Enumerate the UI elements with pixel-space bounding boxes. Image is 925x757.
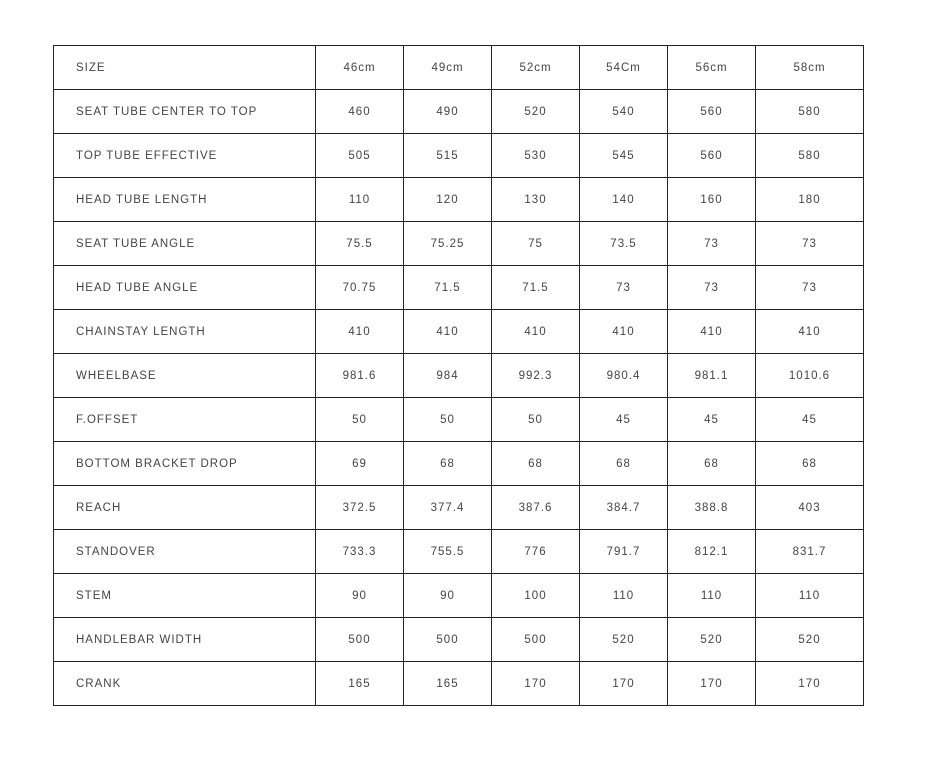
row-value: 110: [316, 178, 404, 222]
row-value: 68: [492, 442, 580, 486]
row-value: 733.3: [316, 530, 404, 574]
row-value: 776: [492, 530, 580, 574]
row-label: SEAT TUBE CENTER TO TOP: [54, 90, 316, 134]
row-label: HANDLEBAR WIDTH: [54, 618, 316, 662]
row-value: 73: [756, 266, 864, 310]
geometry-table: [53, 45, 864, 706]
row-value: 73.5: [580, 222, 668, 266]
size-header-46: 46cm: [316, 46, 404, 90]
row-value: 992.3: [492, 354, 580, 398]
row-value: 388.8: [668, 486, 756, 530]
row-value: 580: [756, 90, 864, 134]
row-value: 170: [756, 662, 864, 706]
table-row: [54, 354, 864, 398]
row-label: TOP TUBE EFFECTIVE: [54, 134, 316, 178]
row-value: 71.5: [492, 266, 580, 310]
row-value: 377.4: [404, 486, 492, 530]
row-value: 372.5: [316, 486, 404, 530]
row-value: 90: [404, 574, 492, 618]
row-label: STANDOVER: [54, 530, 316, 574]
row-value: 1010.6: [756, 354, 864, 398]
row-value: 520: [492, 90, 580, 134]
size-header-56: 56cm: [668, 46, 756, 90]
row-value: 50: [316, 398, 404, 442]
row-value: 180: [756, 178, 864, 222]
size-header-label: SIZE: [54, 46, 316, 90]
geometry-table-body: [54, 46, 864, 706]
row-value: 50: [492, 398, 580, 442]
row-value: 68: [756, 442, 864, 486]
table-row: [54, 662, 864, 706]
row-value: 812.1: [668, 530, 756, 574]
row-label: BOTTOM BRACKET DROP: [54, 442, 316, 486]
row-value: 70.75: [316, 266, 404, 310]
row-value: 68: [404, 442, 492, 486]
row-value: 403: [756, 486, 864, 530]
row-value: 110: [668, 574, 756, 618]
row-value: 500: [404, 618, 492, 662]
row-value: 981.1: [668, 354, 756, 398]
row-value: 45: [756, 398, 864, 442]
row-value: 90: [316, 574, 404, 618]
table-row: [54, 530, 864, 574]
row-value: 410: [756, 310, 864, 354]
row-value: 530: [492, 134, 580, 178]
row-value: 545: [580, 134, 668, 178]
row-value: 505: [316, 134, 404, 178]
row-value: 110: [756, 574, 864, 618]
row-value: 100: [492, 574, 580, 618]
row-value: 170: [580, 662, 668, 706]
row-value: 410: [316, 310, 404, 354]
row-value: 387.6: [492, 486, 580, 530]
row-label: HEAD TUBE ANGLE: [54, 266, 316, 310]
table-row: [54, 134, 864, 178]
row-value: 500: [316, 618, 404, 662]
row-value: 50: [404, 398, 492, 442]
row-value: 755.5: [404, 530, 492, 574]
row-value: 45: [668, 398, 756, 442]
row-label: CRANK: [54, 662, 316, 706]
table-row: [54, 310, 864, 354]
row-value: 460: [316, 90, 404, 134]
size-header-52: 52cm: [492, 46, 580, 90]
row-value: 75: [492, 222, 580, 266]
size-header-54: 54Cm: [580, 46, 668, 90]
row-value: 410: [404, 310, 492, 354]
row-value: 500: [492, 618, 580, 662]
row-value: 110: [580, 574, 668, 618]
row-value: 68: [580, 442, 668, 486]
row-value: 560: [668, 90, 756, 134]
row-value: 520: [580, 618, 668, 662]
row-label: SEAT TUBE ANGLE: [54, 222, 316, 266]
row-value: 130: [492, 178, 580, 222]
row-value: 69: [316, 442, 404, 486]
table-row: [54, 574, 864, 618]
row-value: 160: [668, 178, 756, 222]
row-value: 73: [668, 222, 756, 266]
table-row: [54, 486, 864, 530]
row-label: CHAINSTAY LENGTH: [54, 310, 316, 354]
table-row: [54, 222, 864, 266]
row-value: 170: [492, 662, 580, 706]
table-row: [54, 90, 864, 134]
row-value: 71.5: [404, 266, 492, 310]
row-value: 980.4: [580, 354, 668, 398]
row-label: HEAD TUBE LENGTH: [54, 178, 316, 222]
table-row: [54, 398, 864, 442]
row-label: F.OFFSET: [54, 398, 316, 442]
row-value: 410: [492, 310, 580, 354]
row-value: 490: [404, 90, 492, 134]
table-row: [54, 178, 864, 222]
row-value: 73: [668, 266, 756, 310]
row-value: 68: [668, 442, 756, 486]
table-row: [54, 442, 864, 486]
row-value: 45: [580, 398, 668, 442]
row-label: WHEELBASE: [54, 354, 316, 398]
size-header-49: 49cm: [404, 46, 492, 90]
row-value: 120: [404, 178, 492, 222]
row-label: REACH: [54, 486, 316, 530]
row-value: 165: [404, 662, 492, 706]
row-value: 580: [756, 134, 864, 178]
row-label: STEM: [54, 574, 316, 618]
row-value: 520: [756, 618, 864, 662]
row-value: 384.7: [580, 486, 668, 530]
row-value: 140: [580, 178, 668, 222]
row-value: 540: [580, 90, 668, 134]
row-value: 73: [756, 222, 864, 266]
row-value: 520: [668, 618, 756, 662]
row-value: 791.7: [580, 530, 668, 574]
row-value: 75.5: [316, 222, 404, 266]
row-value: 831.7: [756, 530, 864, 574]
row-value: 410: [668, 310, 756, 354]
row-value: 981.6: [316, 354, 404, 398]
size-header-58: 58cm: [756, 46, 864, 90]
row-value: 75.25: [404, 222, 492, 266]
table-row: [54, 618, 864, 662]
row-value: 170: [668, 662, 756, 706]
row-value: 73: [580, 266, 668, 310]
row-value: 515: [404, 134, 492, 178]
table-row: [54, 266, 864, 310]
row-value: 984: [404, 354, 492, 398]
row-value: 410: [580, 310, 668, 354]
row-value: 560: [668, 134, 756, 178]
table-header-row: [54, 46, 864, 90]
row-value: 165: [316, 662, 404, 706]
